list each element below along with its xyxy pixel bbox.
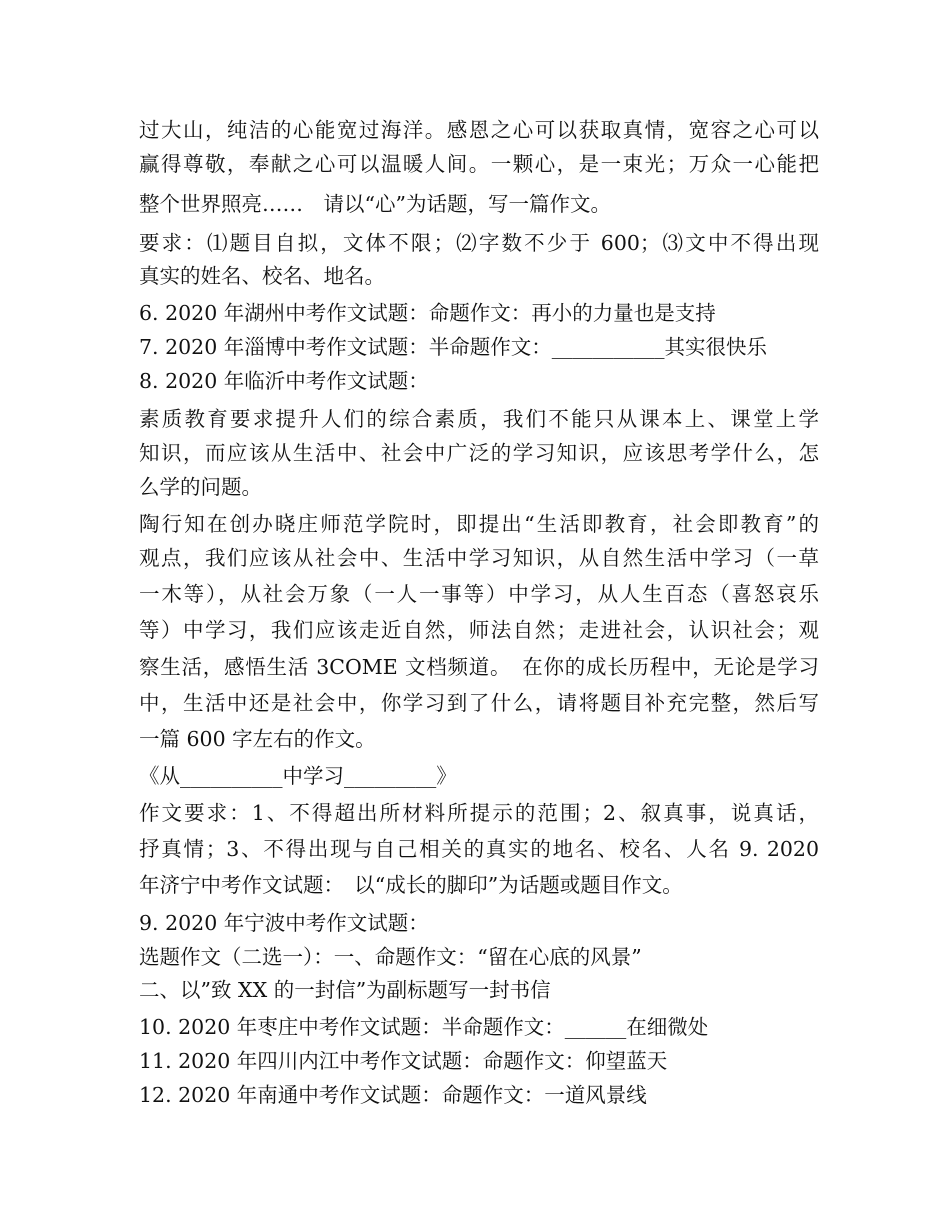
text-line: 中，生活中还是社会中，你学习到了什么，请将题目补充完整，然后写 (139, 691, 819, 715)
text-line: 《从__________中学习_________》 (139, 764, 457, 788)
text-line: 等）中学习，我们应该走近自然，师法自然；走进社会，认识社会；观 (139, 618, 819, 642)
text-line: 一木等），从社会万象（一人一事等）中学习，从人生百态（喜怒哀乐 (139, 582, 819, 606)
text-line: 观点，我们应该从社会中、生活中学习知识，从自然生活中学习（一草 (139, 546, 819, 570)
text-line: 6. 2020 年湖州中考作文试题：命题作文：再小的力量也是支持 (139, 301, 716, 325)
text-line: 过大山，纯洁的心能宽过海洋。感恩之心可以获取真情，宽容之心可以 (139, 118, 819, 142)
text-line: 抒真情；3、不得出现与自己相关的真实的地名、校名、人名 9. 2020 (139, 837, 819, 861)
text-line: 8. 2020 年临沂中考作文试题： (139, 369, 429, 393)
text-line: 作文要求：1、不得超出所材料所提示的范围；2、叙真事，说真话， (139, 801, 819, 825)
text-line: 年济宁中考作文试题： 以“成长的脚印”为话题或题目作文。 (139, 873, 683, 897)
text-line: 9. 2020 年宁波中考作文试题： (139, 911, 429, 935)
text-line: 10. 2020 年枣庄中考作文试题：半命题作文：______在细微处 (139, 1015, 709, 1039)
text-line: 么学的问题。 (139, 475, 262, 499)
text-line: 真实的姓名、校名、地名。 (139, 264, 385, 288)
text-line: 一篇 600 字左右的作文。 (139, 727, 376, 751)
text-line: 要求：⑴题目自拟，文体不限；⑵字数不少于 600；⑶文中不得出现 (139, 231, 819, 255)
text-line: 陶行知在创办晓庄师范学院时，即提出“生活即教育，社会即教育”的 (139, 512, 819, 536)
text-line: 选题作文（二选一）：一、命题作文：“留在心底的风景” (139, 945, 642, 969)
text-line: 12. 2020 年南通中考作文试题：命题作文：一道风景线 (139, 1083, 647, 1107)
text-line: 整个世界照亮…… 请以“心”为话题，写一篇作文。 (139, 192, 611, 216)
text-line: 二、以”致 XX 的一封信”为副标题写一封书信 (139, 978, 551, 1002)
text-line: 7. 2020 年淄博中考作文试题：半命题作文：___________其实很快乐 (139, 335, 768, 359)
text-line: 赢得尊敬，奉献之心可以温暖人间。一颗心，是一束光；万众一心能把 (139, 152, 819, 176)
text-line: 知识，而应该从生活中、社会中广泛的学习知识，应该思考学什么，怎 (139, 441, 819, 465)
text-line: 察生活，感悟生活 3COME 文档频道。 在你的成长历程中，无论是学习 (139, 655, 819, 679)
text-line: 素质教育要求提升人们的综合素质，我们不能只从课本上、课堂上学 (139, 407, 819, 431)
text-line: 11. 2020 年四川内江中考作文试题：命题作文：仰望蓝天 (139, 1049, 668, 1073)
